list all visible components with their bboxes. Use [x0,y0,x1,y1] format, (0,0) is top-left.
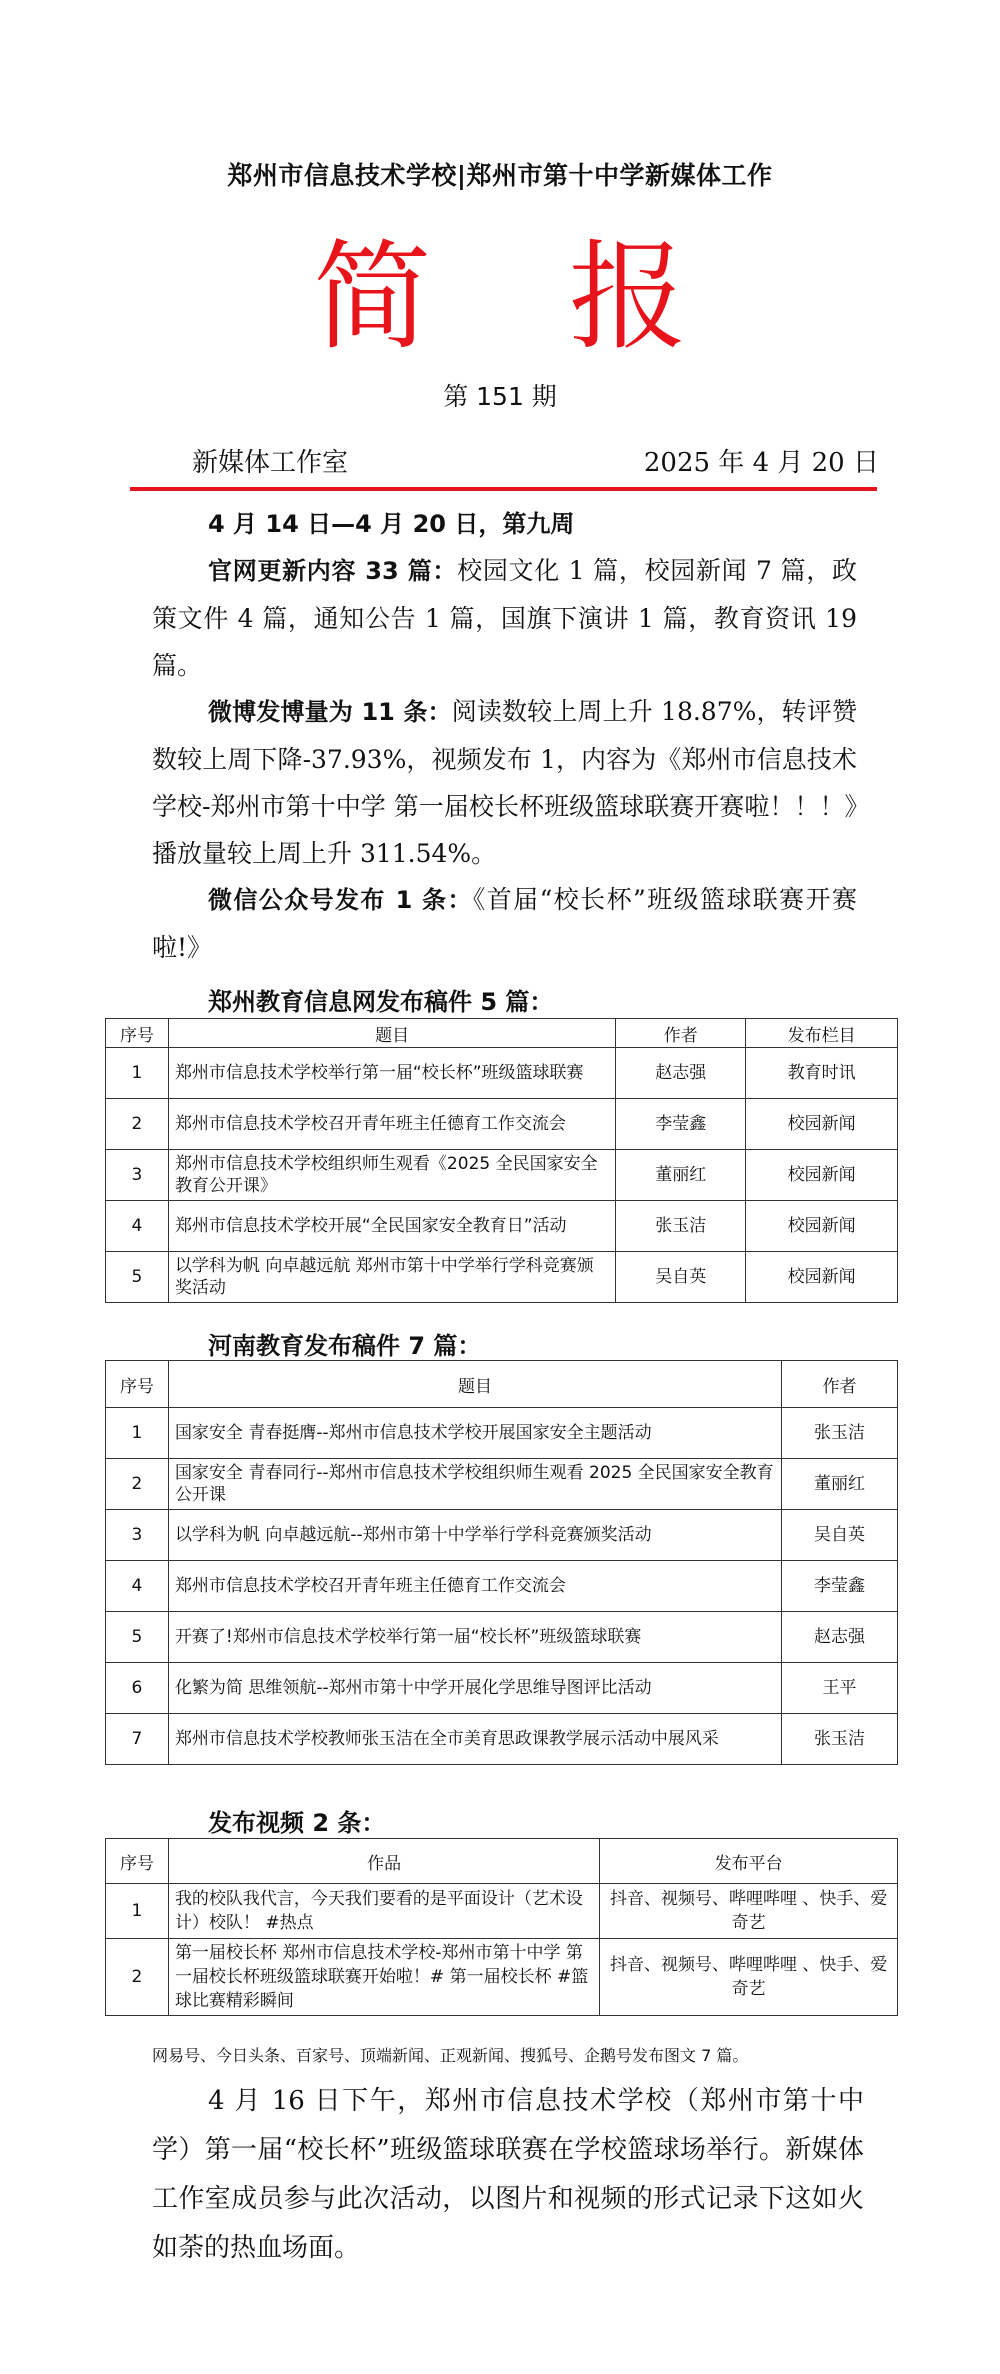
column-header: 序号 [106,1361,169,1408]
article-title: 以学科为帆 向卓越远航--郑州市第十中学举行学科竞赛颁奖活动 [168,1510,781,1561]
table-row [106,1561,898,1612]
article-title: 郑州市信息技术学校召开青年班主任德育工作交流会 [168,1561,781,1612]
website-body: 校园文化 1 篇，校园新闻 7 篇，政策文件 4 篇，通知公告 1 篇，国旗下演讲 1 篇，教育资讯 19 篇。 [152,556,857,680]
column-header: 发布平台 [600,1839,898,1884]
author: 吴自英 [616,1252,746,1303]
article-title: 郑州市信息技术学校组织师生观看《2025 全民国家安全教育公开课》 [168,1150,615,1201]
column-header: 序号 [106,1839,169,1884]
video-title: 我的校队我代言，今天我们要看的是平面设计（艺术设计）校队！ #热点 [168,1884,599,1939]
zz-edu-heading: 郑州教育信息网发布稿件 5 篇： [208,988,554,1016]
row-index: 1 [106,1408,169,1459]
table-row [106,1201,898,1252]
henan-edu-heading: 河南教育发布稿件 7 篇： [208,1332,482,1360]
issue-number: 第 151 期 [443,382,557,411]
henan-edu-table [105,1360,898,1765]
column-name: 校园新闻 [746,1252,898,1303]
table-row [106,1252,898,1303]
video-table [105,1838,898,2016]
bulletin-title: 简 报 [313,228,737,366]
video-heading: 发布视频 2 条： [208,1809,386,1837]
publish-date: 2025 年 4 月 20 日 [643,448,879,478]
school-header: 郑州市信息技术学校|郑州市第十中学新媒体工作 [227,161,773,190]
row-index: 1 [106,1884,169,1939]
website-paragraph [152,547,857,689]
row-index: 2 [106,1939,169,2016]
author: 赵志强 [782,1612,898,1663]
table-row [106,1510,898,1561]
platforms: 抖音、视频号、哔哩哔哩 、快手、爱奇艺 [600,1939,898,2016]
article-title: 郑州市信息技术学校召开青年班主任德育工作交流会 [168,1099,615,1150]
row-index: 4 [106,1561,169,1612]
row-index: 7 [106,1714,169,1765]
table-row [106,1663,898,1714]
weibo-body: 阅读数较上周上升 18.87%，转评赞数较上周下降-37.93%，视频发布 1，内容为《郑州市信息技术学校-郑州市第十中学 第一届校长杯班级篮球联赛开赛啦！！！》播放量较上周上升 311.54%。 [152,697,858,868]
table-row [106,1884,898,1939]
table-row [106,1408,898,1459]
column-header: 题目 [168,1361,781,1408]
author: 吴自英 [782,1510,898,1561]
video-title: 第一届校长杯 郑州市信息技术学校-郑州市第十中学 第一届校长杯班级篮球联赛开始啦！# 第一届校长杯 #篮球比赛精彩瞬间 [168,1939,599,2016]
row-index: 5 [106,1612,169,1663]
author: 张玉洁 [782,1408,898,1459]
wechat-paragraph [152,876,857,971]
red-divider [130,487,877,491]
author: 赵志强 [616,1048,746,1099]
table-row [106,1150,898,1201]
table-row [106,1714,898,1765]
column-name: 校园新闻 [746,1201,898,1252]
row-index: 5 [106,1252,169,1303]
row-index: 3 [106,1150,169,1201]
week-line [152,500,857,548]
table-row [106,1612,898,1663]
article-title: 郑州市信息技术学校教师张玉洁在全市美育思政课教学展示活动中展风采 [168,1714,781,1765]
author: 王平 [782,1663,898,1714]
column-name: 校园新闻 [746,1099,898,1150]
column-name: 校园新闻 [746,1150,898,1201]
zz-edu-table [105,1018,898,1303]
table-row [106,1459,898,1510]
weibo-heading: 微博发博量为 11 条： [208,698,452,726]
column-header: 发布栏目 [746,1019,898,1048]
author: 董丽红 [782,1459,898,1510]
article-title: 化繁为简 思维领航--郑州市第十中学开展化学思维导图评比活动 [168,1663,781,1714]
article-title: 开赛了!郑州市信息技术学校举行第一届“校长杯”班级篮球联赛 [168,1612,781,1663]
table-header-row [106,1361,898,1408]
website-heading: 官网更新内容 33 篇： [208,557,458,585]
wechat-heading: 微信公众号发布 1 条： [208,886,473,914]
column-name: 教育时讯 [746,1048,898,1099]
author: 张玉洁 [782,1714,898,1765]
author: 李莹鑫 [782,1561,898,1612]
article-title: 国家安全 青春同行--郑州市信息技术学校组织师生观看 2025 全民国家安全教育公开课 [168,1459,781,1510]
row-index: 3 [106,1510,169,1561]
column-header: 序号 [106,1019,169,1048]
table-header-row [106,1839,898,1884]
platforms: 抖音、视频号、哔哩哔哩 、快手、爱奇艺 [600,1884,898,1939]
article-title: 以学科为帆 向卓越远航 郑州市第十中学举行学科竞赛颁奖活动 [168,1252,615,1303]
author: 董丽红 [616,1150,746,1201]
author: 李莹鑫 [616,1099,746,1150]
author: 张玉洁 [616,1201,746,1252]
row-index: 2 [106,1459,169,1510]
wechat-body: 《首届“校长杯”班级篮球联赛开赛啦!》 [152,885,857,962]
row-index: 4 [106,1201,169,1252]
weibo-paragraph [152,688,857,877]
office-name: 新媒体工作室 [192,448,349,478]
column-header: 作者 [616,1019,746,1048]
table-row [106,1939,898,2016]
article-title: 郑州市信息技术学校举行第一届“校长杯”班级篮球联赛 [168,1048,615,1099]
closing-paragraph: 4 月 16 日下午，郑州市信息技术学校（郑州市第十中学）第一届“校长杯”班级篮球联赛在学校篮球场举行。新媒体工作室成员参与此次活动，以图片和视频的形式记录下这如火如荼的热血场面。 [152,2086,864,2263]
article-title: 国家安全 青春挺膺--郑州市信息技术学校开展国家安全主题活动 [168,1408,781,1459]
article-title: 郑州市信息技术学校开展“全民国家安全教育日”活动 [168,1201,615,1252]
table-header-row [106,1019,898,1048]
column-header: 题目 [168,1019,615,1048]
week-range: 4 月 14 日—4 月 20 日，第九周 [208,510,575,538]
platforms-note: 网易号、今日头条、百家号、顶端新闻、正观新闻、搜狐号、企鹅号发布图文 7 篇。 [152,2046,749,2065]
table-row [106,1048,898,1099]
table-row [106,1099,898,1150]
row-index: 6 [106,1663,169,1714]
row-index: 2 [106,1099,169,1150]
column-header: 作品 [168,1839,599,1884]
column-header: 作者 [782,1361,898,1408]
row-index: 1 [106,1048,169,1099]
